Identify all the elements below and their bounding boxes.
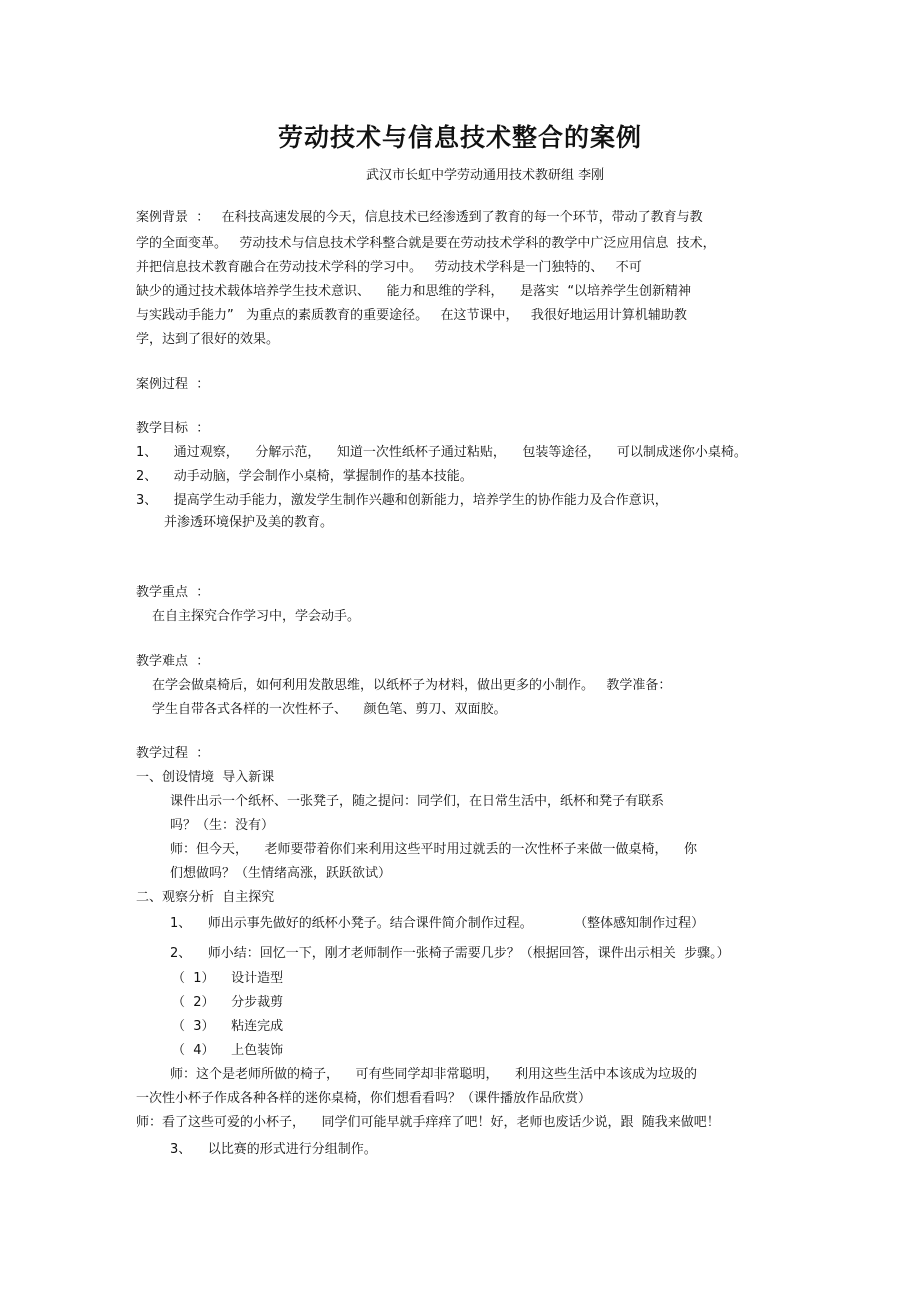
teacher-line: 一次性小杯子作成各种各样的迷你桌椅，你们想看看吗？（课件播放作品欣赏） xyxy=(136,1091,592,1106)
part2-step: 1、 师出示事先做好的纸杯小凳子。结合课件简介制作过程。 （整体感知制作过程） xyxy=(170,916,705,931)
document-title: 劳动技术与信息技术整合的案例 xyxy=(277,123,642,152)
substep: （ 2） 分步裁剪 xyxy=(172,995,284,1010)
substep: （ 1） 设计造型 xyxy=(172,971,284,986)
substep: （ 4） 上色装饰 xyxy=(172,1043,284,1058)
part2-heading: 二、观察分析 自主探究 xyxy=(136,890,275,905)
difficulties-line: 在学会做桌椅后，如何利用发散思维，以纸杯子为材料，做出更多的小制作。 教学准备： xyxy=(152,678,672,693)
key-points-heading: 教学重点 ： xyxy=(136,585,210,600)
background-line: 与实践动手能力” 为重点的素质教育的重要途径。 在这节课中， 我很好地运用计算机辅助教 xyxy=(136,308,687,323)
process-heading: 案例过程 ： xyxy=(136,377,210,392)
background-line: 案例背景 ： 在科技高速发展的今天，信息技术已经渗透到了教育的每一个环节，带动了教育与教 xyxy=(136,210,703,225)
objective-item: 1、 通过观察， 分解示范， 知道一次性纸杯子通过粘贴， 包装等途径， 可以制成迷你小桌椅。 xyxy=(136,445,747,460)
background-line: 缺少的通过技术载体培养学生技术意识、 能力和思维的学科， 是落实 “以培养学生创新精神 xyxy=(136,284,692,299)
objective-item-continued: 并渗透环境保护及美的教育。 xyxy=(164,515,334,530)
part1-line: 课件出示一个纸杯、一张凳子，随之提问：同学们，在日常生活中，纸杯和凳子有联系 xyxy=(170,794,665,809)
background-line: 并把信息技术教育融合在劳动技术学科的学习中。 劳动技术学科是一门独特的、 不可 xyxy=(136,260,642,275)
objective-item: 3、 提高学生动手能力，激发学生制作兴趣和创新能力，培养学生的协作能力及合作意识， xyxy=(136,493,668,508)
objective-item: 2、 动手动脑，学会制作小桌椅，掌握制作的基本技能。 xyxy=(136,469,473,484)
key-points-text: 在自主探究合作学习中，学会动手。 xyxy=(152,609,361,624)
teacher-line: 师：这个是老师所做的椅子， 可有些同学却非常聪明， 利用这些生活中本该成为垃圾的 xyxy=(170,1067,698,1082)
part2-step: 2、 师小结：回忆一下，刚才老师制作一张椅子需要几步？（根据回答，课件出示相关 步骤。） xyxy=(170,946,730,961)
difficulties-heading: 教学难点 ： xyxy=(136,654,210,669)
author-line: 武汉市长虹中学劳动通用技术教研组 李刚 xyxy=(366,168,605,183)
part1-heading: 一、创设情境 导入新课 xyxy=(136,770,275,785)
background-line: 学的全面变革。 劳动技术与信息技术学科整合就是要在劳动技术学科的教学中广泛应用信息 技术， xyxy=(136,236,716,251)
teaching-process-heading: 教学过程 ： xyxy=(136,746,210,761)
difficulties-line: 学生自带各式各样的一次性杯子、 颜色笔、剪刀、双面胶。 xyxy=(152,702,507,717)
part1-line: 吗？（生：没有） xyxy=(170,818,275,833)
part1-line: 师：但今天， 老师要带着你们来利用这些平时用过就丢的一次性杯子来做一做桌椅， 你 xyxy=(170,842,698,857)
background-line: 学，达到了很好的效果。 xyxy=(136,332,280,347)
objectives-heading: 教学目标 ： xyxy=(136,421,210,436)
part1-line: 们想做吗？（生情绪高涨，跃跃欲试） xyxy=(170,866,392,881)
substep: （ 3） 粘连完成 xyxy=(172,1019,284,1034)
part2-step: 3、 以比赛的形式进行分组制作。 xyxy=(170,1142,377,1157)
teacher-line: 师：看了这些可爱的小杯子， 同学们可能早就手痒痒了吧！好，老师也废话少说，跟 随我来做吧！ xyxy=(136,1115,720,1130)
